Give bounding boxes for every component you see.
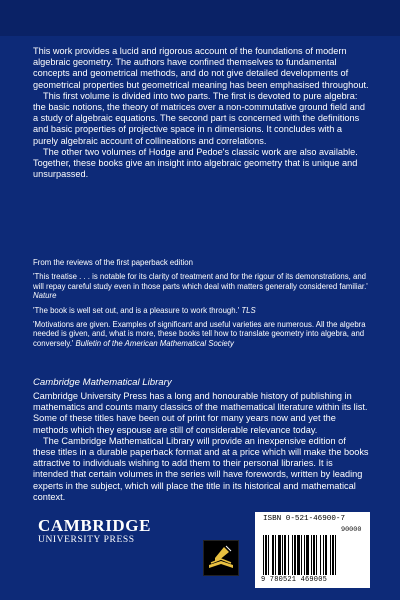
review-quote xyxy=(33,272,369,300)
book-description xyxy=(33,46,369,180)
ean-text: 9 780521 469005 xyxy=(261,576,328,584)
publisher-logo xyxy=(38,517,151,546)
review-text: 'Motivations are given. Examples of significant and useful varieties are numerous. All the algebra needed is given, and, what is more, these books tell how to translate geometry into algebra, and conversely.' xyxy=(33,320,366,348)
review-text: 'The book is well set out, and is a pleasure to work through.' xyxy=(33,305,240,315)
publisher-name-line1: CAMBRIDGE xyxy=(38,516,152,535)
description-paragraph: This first volume is divided into two parts. The first is devoted to pure algebra: the basic notions, the theory of matrices over a non-commutative ground field and a study of algebraic equations. The second part is concerned with the definitions and basic properties of projective space in n dimensions. It concludes with a purely algebraic account of collineations and correlations. xyxy=(33,90,365,146)
review-text: 'This treatise . . . is notable for its clarity of treatment and for the rigour of its demonstrations, and will repay careful study even in those parts which deal with matters generally considered familiar.' xyxy=(33,272,368,291)
publisher-name-line2: UNIVERSITY PRESS xyxy=(38,535,135,545)
review-quote xyxy=(33,320,369,348)
series-title: Cambridge Mathematical Library xyxy=(33,377,172,388)
book-emblem-icon xyxy=(203,540,239,576)
review-quote xyxy=(33,306,369,315)
cover-top-band xyxy=(0,0,400,36)
reviews-section xyxy=(33,258,369,353)
reviews-heading: From the reviews of the first paperback edition xyxy=(33,258,193,267)
description-paragraph: The other two volumes of Hodge and Pedoe's classic work are also available. Together, these books give an insight into algebraic geometry that is unique and unsurpassed. xyxy=(33,146,358,180)
description-paragraph: This work provides a lucid and rigorous account of the foundations of modern algebraic geometry. The authors have confined themselves to fundamental concepts and geometrical methods, and do not give detailed developments of geometrical properties but geometrical meaning has been emphasised throughout. xyxy=(33,46,369,90)
price-code: 90000 xyxy=(341,526,362,534)
review-source: TLS xyxy=(241,305,256,315)
isbn-text: ISBN 0-521-46900-7 xyxy=(263,515,346,523)
series-description xyxy=(33,391,369,503)
barcode-icon xyxy=(263,535,363,575)
series-paragraph: Cambridge University Press has a long and honourable history of publishing in mathematics and counts many classics of the mathematical literature within its list. Some of these titles have been out of print for many years now and yet the methods which they espouse are still of considerable relevance today. xyxy=(33,391,368,435)
review-source: Nature xyxy=(33,291,57,301)
series-paragraph: The Cambridge Mathematical Library will provide an inexpensive edition of these titles in a durable paperback format and at a price which will make the books attractive to individuals wishing to add them to their personal libraries. It is intended that certain volumes in the series will have forewords, written by leading experts in the subject, which will place the title in its historical and mathematical context. xyxy=(33,435,369,502)
barcode-area xyxy=(255,512,370,588)
review-source: Bulletin of the American Mathematical Society xyxy=(75,338,234,348)
